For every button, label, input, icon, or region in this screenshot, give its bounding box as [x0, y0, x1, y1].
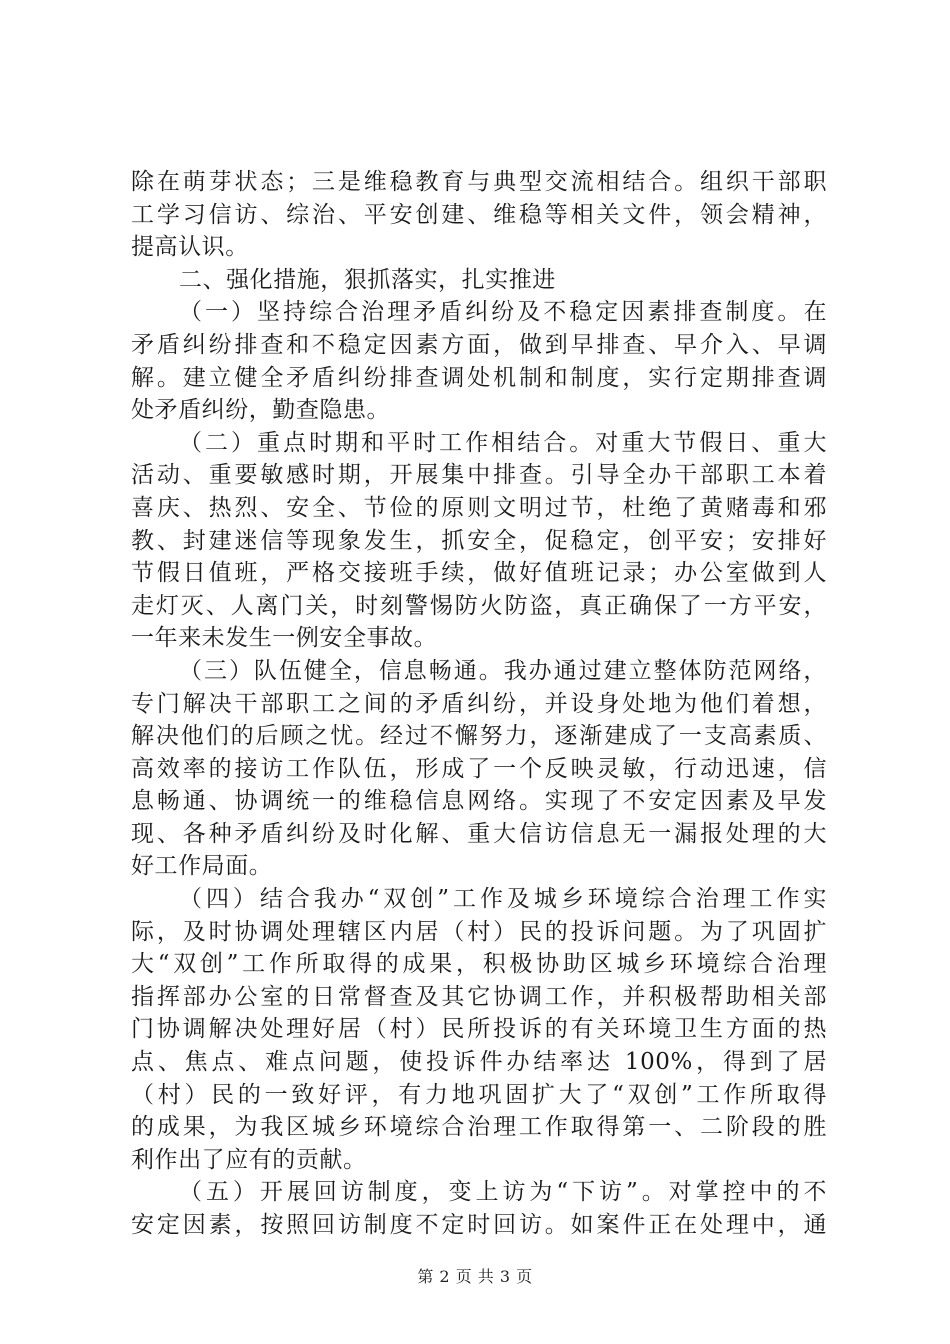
text-line: 除在萌芽状态；三是维稳教育与典型交流相结合。组织干部职 — [131, 169, 827, 195]
section-heading: 二、强化措施，狠抓落实，扎实推进 — [179, 266, 556, 293]
text-line: （五）开展回访制度，变上访为“下访”。对掌控中的不 — [179, 1179, 827, 1206]
text-line: 解决他们的后顾之忧。经过不懈努力，逐渐建成了一支高素质、 — [131, 723, 827, 750]
text-line: 高效率的接访工作队伍，形成了一个反映灵敏，行动迅速，信 — [131, 755, 827, 782]
text-line: 际，及时协调处理辖区内居（村）民的投诉问题。为了巩固扩 — [131, 918, 827, 945]
text-line: （二）重点时期和平时工作相结合。对重大节假日、重大 — [179, 429, 827, 456]
text-line: 一年来未发生一例安全事故。 — [131, 625, 438, 652]
text-line: 现、各种矛盾纠纷及时化解、重大信访信息无一漏报处理的大 — [131, 820, 827, 847]
text-line: 大“双创”工作所取得的成果，积极协助区城乡环境综合治理 — [131, 951, 827, 978]
text-line: 好工作局面。 — [131, 853, 273, 880]
text-line: 活动、重要敏感时期，开展集中排查。引导全办干部职工本着 — [131, 462, 827, 489]
document-body — [131, 166, 827, 1242]
text-line: 节假日值班，严格交接班手续，做好值班记录；办公室做到人 — [131, 560, 827, 587]
text-line: 的成果，为我区城乡环境综合治理工作取得第一、二阶段的胜 — [131, 1114, 827, 1141]
text-line: 提高认识。 — [131, 234, 249, 261]
text-line: 息畅通、协调统一的维稳信息网络。实现了不安定因素及早发 — [131, 788, 827, 815]
text-line: 指挥部办公室的日常督查及其它协调工作，并积极帮助相关部 — [131, 983, 827, 1010]
text-line: 走灯灭、人离门关，时刻警惕防火防盗，真正确保了一方平安， — [131, 592, 827, 619]
text-line: （一）坚持综合治理矛盾纠纷及不稳定因素排查制度。在 — [179, 299, 827, 326]
text-line: 点、焦点、难点问题，使投诉件办结率达 100%，得到了居 — [131, 1049, 827, 1076]
text-line: 解。建立健全矛盾纠纷排查调处机制和制度，实行定期排查调 — [131, 364, 827, 391]
text-line: （三）队伍健全，信息畅通。我办通过建立整体防范网络， — [179, 657, 827, 684]
text-line: 门协调解决处理好居（村）民所投诉的有关环境卫生方面的热 — [131, 1016, 827, 1043]
text-line: 专门解决干部职工之间的矛盾纠纷，并设身处地为他们着想， — [131, 690, 827, 717]
text-line: 安定因素，按照回访制度不定时回访。如案件正在处理中，通 — [131, 1212, 827, 1238]
text-line: 矛盾纠纷排查和不稳定因素方面，做到早排查、早介入、早调 — [131, 331, 827, 358]
text-line: 处矛盾纠纷，勤查隐患。 — [131, 397, 391, 424]
text-line: 利作出了应有的贡献。 — [131, 1146, 367, 1173]
text-line: （村）民的一致好评，有力地巩固扩大了“双创”工作所取得 — [131, 1081, 827, 1108]
text-line: 教、封建迷信等现象发生，抓安全，促稳定，创平安；安排好 — [131, 527, 827, 554]
page-number-footer: 第 2 页 共 3 页 — [417, 1267, 533, 1286]
text-line: 工学习信访、综治、平安创建、维稳等相关文件，领会精神， — [131, 201, 827, 228]
text-line: 喜庆、热烈、安全、节俭的原则文明过节，杜绝了黄赌毒和邪 — [131, 494, 827, 521]
text-line: （四）结合我办“双创”工作及城乡环境综合治理工作实 — [179, 886, 827, 913]
